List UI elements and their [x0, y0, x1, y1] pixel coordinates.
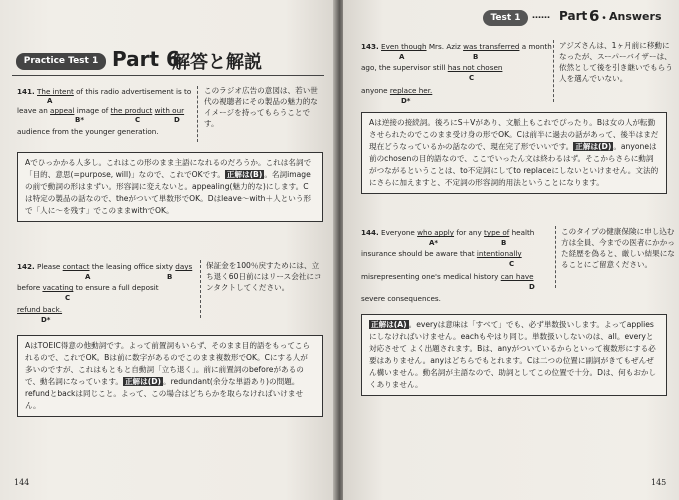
page-number: 145 — [651, 478, 667, 487]
sentence-text: audience from the younger generation. — [17, 127, 159, 136]
sentence-text: anyone — [361, 86, 388, 95]
choice-d-text: refund back. — [17, 305, 63, 314]
choice-c-mark: C — [65, 294, 71, 302]
question-number: 144. — [361, 228, 379, 237]
sentence-text: to ensure a full deposit — [75, 283, 159, 292]
question-141 — [17, 87, 192, 137]
divider — [553, 40, 554, 102]
page-number: 144 — [14, 478, 30, 487]
sentence-text: Please — [37, 262, 61, 271]
sentence-text: severe consequences. — [361, 294, 441, 303]
choice-c-mark: C — [469, 74, 475, 82]
sentence-text: the leasing office sixty — [91, 262, 173, 271]
divider — [200, 260, 201, 318]
divider — [197, 86, 198, 142]
choice-d-mark: D — [529, 283, 535, 291]
choice-c-mark: C — [135, 116, 141, 124]
right-page — [343, 0, 679, 500]
sentence-text: health — [511, 228, 535, 237]
translation-142: 保証金を100％戻すためには、立ち退く60日前にはリース会社にコンタクトしてください。 — [206, 261, 322, 292]
choice-b-text: was transferred — [463, 42, 520, 51]
choice-b-text: type of — [484, 228, 510, 237]
explanation-text: 。everyは意味は「すべて」でも、必ず単数扱いします。よってappliesにしなければいけません。eachもやはり同じ。単数扱いしないのは、all。everyと対応させて よく出題されます。Bは、anyがついているからといって複数形にする必要はありません。anyはどちらでもとれます。Cは二つの位置に副詞がきてもぜんぜん構いません。動名詞が主語なので、助詞としてこの位置で十分。Dは、何もおかしくありません。 — [369, 320, 657, 389]
question-142 — [17, 262, 197, 327]
choice-a-mark: A — [399, 53, 405, 61]
choice-b-mark: B — [167, 273, 173, 281]
choice-d-mark: D* — [401, 97, 411, 105]
sentence-text: a month — [521, 42, 552, 51]
part-subtitle: 解答と解説 — [172, 52, 262, 73]
choice-c-text: intentionally — [476, 249, 522, 258]
sentence-text: for any — [456, 228, 482, 237]
choice-a-text: The intent — [37, 87, 74, 96]
header-dot: ・ — [598, 11, 611, 25]
question-number: 142. — [17, 262, 35, 271]
left-page — [0, 0, 336, 500]
part-title: Part 6 — [112, 47, 180, 71]
answer-label: 正解は(A) — [371, 320, 407, 329]
explanation-text: 。redundant(余分な単語あり)の問題。refundとbackは同じこと。よって、この場合はどちらかを取らなければいけません。 — [25, 377, 304, 410]
translation-144: このタイプの健康保険に申し込む方は全員、今までの医者にかかった経歴を偽ると、厳しい結果になることにご留意ください。 — [561, 227, 675, 269]
explanation-text: 。名詞imageの前で動詞の形はまずい。形容詞に変えないと。appealing(魅力的な)にします。Cは特定の製品の話なので、theがついて単数形でOK。Dはleave～with＋人という形で「人に～を残す」でこのままwithでOK。 — [25, 170, 312, 215]
practice-test-badge: Practice Test 1 — [16, 53, 106, 70]
choice-d-mark: D — [174, 116, 180, 124]
choice-b-mark: B — [501, 239, 507, 247]
explanation-144 — [361, 314, 667, 396]
explanation-text: Aは逆接の接続詞。後ろにS＋Vがあり、文脈上もこれでぴったり。Bは女の人が転勤させられたのでこのまま受け身の形でOK。Cは前半に過去の話があって、後半はまだ現在どうなっているかの話なので、現在完了形でいいです。 — [369, 118, 659, 151]
header-part: Part — [559, 9, 588, 23]
answer-label: 正解は(B) — [226, 170, 263, 179]
explanation-142 — [17, 335, 323, 417]
sentence-text: before — [17, 283, 41, 292]
choice-a-text: who apply — [417, 228, 455, 237]
choice-c-text: vacating — [42, 283, 74, 292]
question-144 — [361, 228, 556, 308]
explanation-text: 。anyoneは前のchosenの目的語なので、ここでいったん文は終わるはず。そこからさらに動詞がつながるということは、to不定詞にしてto replaceにしないといけません。文法的にさらに加えますと、不定詞の形容詞的用法ということになります。 — [369, 142, 659, 187]
test-badge: Test 1 — [483, 10, 528, 26]
sentence-text: Everyone — [381, 228, 415, 237]
header-part-number: 6 — [589, 7, 600, 25]
answer-label: 正解は(D) — [124, 377, 161, 386]
header-bar — [483, 9, 673, 27]
explanation-141 — [17, 152, 323, 222]
question-143 — [361, 42, 552, 108]
choice-a-mark: A* — [429, 239, 439, 247]
sentence-text: ago, the supervisor still — [361, 63, 446, 72]
translation-143: アジズさんは、1ヶ月前に移動になったが、スーパーバイザーは、依然として後を引き継いでもらう人を選んでいない。 — [559, 41, 673, 83]
divider — [555, 226, 556, 288]
choice-d-mark: D* — [41, 316, 51, 324]
choice-a-mark: A — [85, 273, 91, 281]
answer-label: 正解は(D) — [575, 142, 612, 151]
choice-b-text: days — [175, 262, 193, 271]
choice-a-mark: A — [47, 97, 53, 105]
choice-b-text: appeal — [50, 106, 75, 115]
header-dots: …… — [532, 11, 550, 21]
question-number: 141. — [17, 87, 35, 96]
header-rule — [12, 75, 324, 76]
sentence-text: misrepresenting one's medical history — [361, 272, 499, 281]
choice-c-text: has not chosen — [447, 63, 503, 72]
choice-c-text: the product — [110, 106, 153, 115]
choice-a-text: Even though — [381, 42, 427, 51]
choice-d-text: with our — [154, 106, 185, 115]
explanation-143 — [361, 112, 667, 194]
explanation-text: Aでひっかかる人多し。これはこの形のまま主語になれるのだろうか。これは名詞で「目的、意思(=purpose, will)」なので、これでOKです。 — [25, 158, 312, 179]
choice-d-text: can have — [500, 272, 534, 281]
choice-a-text: contact — [62, 262, 90, 271]
explanation-text: AはTOEIC得意の他動詞です。よって前置詞もいらず、そのまま目的語をもってこられるので、これでOK。Bは前に数字があるのでこのまま複数形でOK。Cにする人が多いのですが、これはもともと自動詞「立ち退く」。前に前置詞のbeforeがあるので、動名詞になっています。 — [25, 341, 311, 386]
question-number: 143. — [361, 42, 379, 51]
choice-c-mark: C — [509, 260, 515, 268]
header-answers: Answers — [609, 10, 662, 23]
choice-d-text: replace her. — [389, 86, 433, 95]
translation-141: このラジオ広告の意図は、若い世代の視聴者にその製品の魅力的なイメージを持ってもらうことです。 — [204, 86, 318, 128]
sentence-text: leave an — [17, 106, 48, 115]
choice-b-mark: B — [473, 53, 479, 61]
sentence-text: insurance should be aware that — [361, 249, 475, 258]
choice-b-mark: B* — [75, 116, 84, 124]
sentence-text: image of — [76, 106, 109, 115]
sentence-text: Mrs. Aziz — [428, 42, 461, 51]
sentence-text: of this radio advertisement is to — [76, 87, 192, 96]
